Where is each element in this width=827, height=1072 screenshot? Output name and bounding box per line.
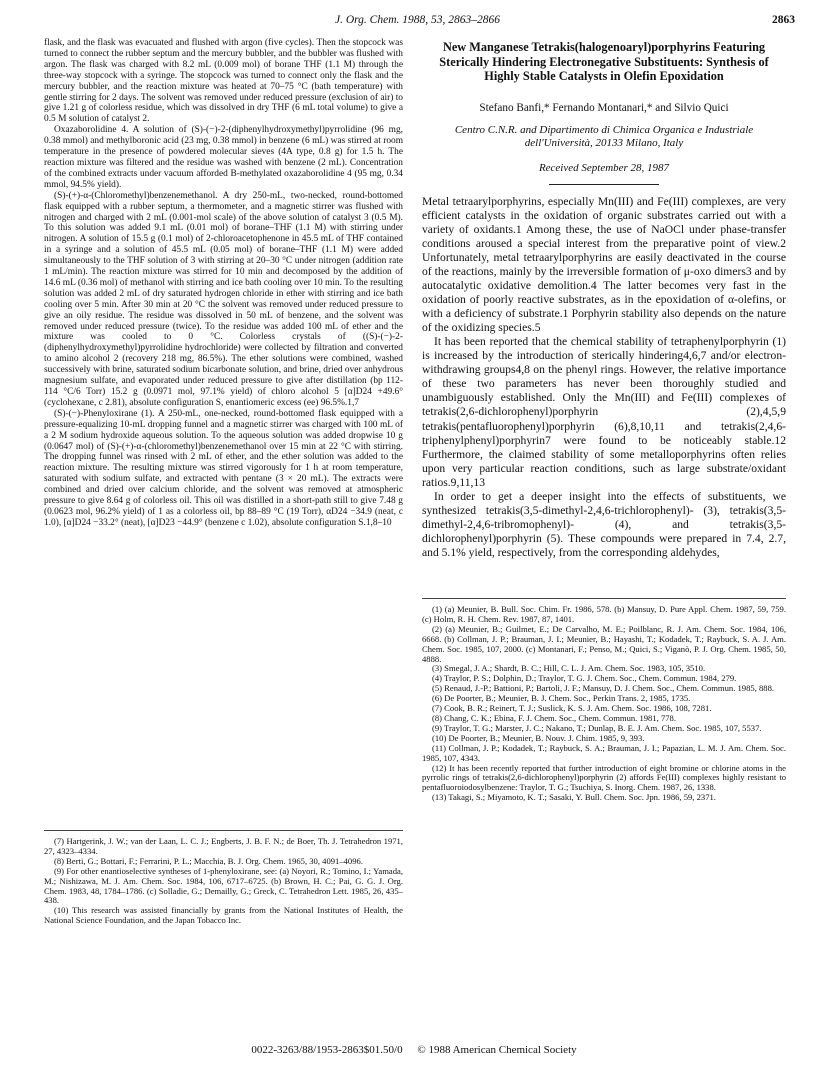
experimental-paragraph: (S)-(+)-α-(Chloromethyl)benzenemethanol. A dry 250-mL, two-necked, round-bottomed flask equipped with a rubber septum, a thermometer, and a magnetic stirrer was flushed with nitrogen and charged with 2 mL (0.001-mol scale) of the above solution of catalyst 3 (0.5 M). To this solution was added 9.1 mL (0.01 mol) of borane–THF (1.1 M) with stirring under nitrogen. A solution of 15.5 g (0.1 mol) of 2-chloroacetophenone in 45.5 mL of THF contained in a syringe and a solution of 45.5 mL (0.05 mol) of borane–THF (1.1 M) were added simultaneously to the THF solution of 3 with stirring at 20–30 °C under nitrogen (addition rate 1 mL/min). The reaction mixture was stirred for 10 min and decomposed by the addition of 14.6 mL (0.36 mol) of methanol with stirring and ice bath cooling over 10 min. To the resulting solution was added 2 mL of dry saturated hydrogen chloride in ether with stirring and ice bath cooling over 5 min. After 30 min at 20 °C the solvent was removed under reduced pressure to give an oily residue. The residue was dissolved in 50 mL of benzene, and the solvent was removed under reduced pressure (twice). To the residue was added 100 mL of ether and the mixture was cooled to 0 °C. Colorless crystals of ((S)-(−)-2-(diphenylhydroxymethyl)pyrrolidine hydrochloride) were collected by filtration and converted to amino alcohol 2 (recovery 218 mg, 86.5%). The ether solutions were combined, washed successively with brine, saturated sodium bicarbonate solution, and brine, dried over anhydrous magnesium sulfate, and evaporated under reduced pressure to give after distillation (bp 112-114 °C/6 Torr) 15.2 g (0.0971 mol, 97.1% yield) of chloro alcohol 5 [α]D24 +49.6° (cyclohexane, c 2.81), absolute configuration S, enantiomeric excess (ee) 96.5%.1,7 bbox=[44, 190, 403, 408]
experimental-paragraph: Oxazaborolidine 4. A solution of (S)-(−)-2-(diphenylhydroxymethyl)pyrrolidine (96 mg, 0.38 mmol) and methylboronic acid (23 mg, 0.38 mmol) in benzene (6 mL) was stirred at room temperature in the presence of powdered molecular sieves (4A type, 0.8 g) for 1.5 h. The reaction mixture was filtered and the residue was washed with benzene (2 mL). Concentration of the combined extracts under vacuum afforded B-methylated oxazaborolidine 4 (95 mg, 0.34 mmol, 94.5% yield). bbox=[44, 125, 403, 190]
article-body bbox=[422, 195, 786, 560]
copyright-notice: © 1988 American Chemical Society bbox=[417, 1044, 577, 1056]
body-paragraph: It has been reported that the chemical stability of tetraphenylporphyrin (1) is increased by the introduction of sterically hindering4,6,7 and/or electron-withdrawing groups4,8 on the phenyl rings. However, the relative importance of these two parameters has never been thoroughly studied and unambiguously established. Only the Mn(III) and Fe(III) complexes of tetrakis(2,6-dichlorophenyl)porphyrin (2),4,5,9 tetrakis(pentafluorophenyl)porphyrin (6),8,10,11 and tetrakis(2,4,6-triphenylphenyl)porphyrin7 were found to be noticeably stable.12 Furthermore, the claimed stability of some metalloporphyrins often relies upon very particular reaction conditions, such as large substrate/oxidant ratios.9,11,13 bbox=[422, 335, 786, 489]
page-footer bbox=[44, 1044, 784, 1056]
reference-item: (9) Traylor, T. G.; Marster, J. C.; Nakano, T.; Dunlap, B. E. J. Am. Chem. Soc. 1985, 107, 5537. bbox=[432, 722, 762, 733]
experimental-paragraph: (S)-(−)-Phenyloxirane (1). A 250-mL, one-necked, round-bottomed flask equipped with a pressure-equalizing 10-mL dropping funnel and a magnetic stirrer was charged with 100 mL of a 2 M sodium hydroxide aqueous solution. To the aqueous solution was added dropwise 10 g (0.0647 mol) of (S)-(+)-α-(chloromethyl)benzenemethanol over 15 min at 22 °C with stirring. The dropping funnel was rinsed with 2 mL of ether, and the ether solution was added to the reaction mixture. The resulting mixture was stirred vigorously for 1 h at room temperature, saturated with sodium sulfate, and extracted with pentane (3 × 20 mL). The extracts were combined and dried over calcium chloride, and the solvent was removed at atmospheric pressure to give 8.64 g of colorless oil. This oil was distilled in a short-path still to give 7.48 g (0.0623 mol, 96.2% yield) of 1 as a colorless oil, bp 88–89 °C (19 Torr), αD24 −34.9 (neat, c 1.0), [α]D24 −33.2° (neat), [α]D23 −44.9° (benzene c 1.02), absolute configuration S.1,8–10 bbox=[44, 408, 403, 528]
footnote: (9) For other enantioselective syntheses of 1-phenyloxirane, see: (a) Noyori, R.; Tomino, I.; Yamada, M.; Nishizawa, M. J. Am. Chem. Soc. 1984, 106, 6717–6725. (b) Brown, H. C.; Pai, G. G. J. Org. Chem. 1983, 48, 1784–1786. (c) Solladie, G.; Demailly, G.; Greck, C. Tetrahedron Lett. 1985, 26, 435–438. bbox=[44, 865, 403, 906]
reference-item: (13) Takagi, S.; Miyamoto, K. T.; Sasaki, Y. Bull. Chem. Soc. Jpn. 1986, 59, 2371. bbox=[432, 792, 716, 803]
reference-item: (5) Renaud, J.-P.; Battioni, P.; Bartoli, J. F.; Mansuy, D. J. Chem. Soc., Chem. Commun. 1985, 888. bbox=[432, 683, 775, 694]
reference-item: (2) (a) Meunier, B.; Guilmet, E.; De Carvalho, M. E.; Poilblanc, R. J. Am. Chem. Soc. 1984, 106, 6668. (b) Collman, J. P.; Brauman, J. I.; Meunier, B.; Hayashi, T.; Kodadek, T.; Raybuck, S. A. J. Am. Chem. Soc. 1985, 107, 2000. (c) Montanari, F.; Penso, M.; Quici, S.; Viganò, P. J. Org. Chem. 1985, 50, 4888. bbox=[422, 623, 786, 664]
article-title: New Manganese Tetrakis(halogenoaryl)porphyrins Featuring Sterically Hindering Electronegative Substituents: Synthesis of Highly Stable Catalysts in Olefin Epoxidation bbox=[439, 40, 769, 84]
reference-item: (10) De Poorter, B.; Meunier, B. Nouv. J. Chim. 1985, 9, 393. bbox=[432, 732, 645, 743]
reference-item: (11) Collman, J. P.; Kodadek, T.; Raybuck, S. A.; Brauman, J. I.; Papazian, L. M. J. Am. Chem. Soc. 1985, 107, 4343. bbox=[422, 742, 786, 763]
reference-item: (1) (a) Meunier, B. Bull. Soc. Chim. Fr. 1986, 578. (b) Mansuy, D. Pure Appl. Chem. 1987, 59, 759. (c) Holm, R. H. Chem. Rev. 1987, 87, 1401. bbox=[422, 604, 786, 624]
received-date: Received September 28, 1987 bbox=[538, 161, 670, 174]
article-authors: Stefano Banfi,* Fernando Montanari,* and Silvio Quici bbox=[479, 101, 729, 114]
journal-citation: J. Org. Chem. 1988, 53, 2863–2866 bbox=[334, 14, 501, 26]
references-list bbox=[422, 598, 786, 803]
body-paragraph: Metal tetraarylporphyrins, especially Mn(III) and Fe(III) complexes, are very efficient catalysts in the oxidation of organic substrates carried out with a variety of oxidants.1 Among these, the use of NaOCl under phase-transfer conditions aroused a special interest from the preparative point of view.2 Unfortunately, metal tetraarylporphyrins are easily deactivated in the course of the reactions, mainly by the irreversible formation of μ-oxo dimers3 and by autocatalytic oxidative demolition.4 The latter becomes very fast in the oxidation of poorly reactive substrates, as in the epoxidation of α-olefins, or with a deficiency of substrate.1 Porphyrin stability also depends on the nature of the oxidizing species.5 bbox=[422, 194, 786, 335]
title-divider bbox=[549, 184, 659, 185]
footnote: (10) This research was assisted financially by grants from the National Institutes of Health, the National Science Foundation, and the Japan Tobacco Inc. bbox=[44, 905, 403, 926]
body-paragraph: In order to get a deeper insight into the effects of substituents, we synthesized tetrakis(3,5-dimethyl-2,4,6-trichlorophenyl)- (3), tetrakis(3,5-dimethyl-2,4,6-tribromophenyl)- (4), and tetrakis(3,5-dichlorophenyl)porphyrin (5). These compounds were prepared in 7.4, 2.7, and 5.1% yield, respectively, from the corresponding aldehydes, bbox=[422, 489, 786, 559]
reference-item: (7) Cook, B. R.; Reinert, T. J.; Suslick, K. S. J. Am. Chem. Soc. 1986, 108, 7281. bbox=[432, 703, 712, 714]
left-footnotes bbox=[44, 830, 403, 926]
page-number: 2863 bbox=[772, 14, 795, 26]
running-header bbox=[40, 14, 795, 32]
reference-item: (8) Chang, C. K.; Ebina, F. J. Chem. Soc., Chem. Commun. 1981, 778. bbox=[432, 712, 676, 723]
right-column bbox=[422, 38, 786, 560]
left-column bbox=[44, 38, 403, 529]
experimental-paragraph: flask, and the flask was evacuated and flushed with argon (five cycles). Then the stopcock was turned to connect the rubber septum and the mercury bubbler, and the bubbler was flushed with argon. The flask was charged with 8.2 mL (0.009 mol) of borane THF (1.1 M) through the three-way stopcock with a syringe. The stopcock was turned to connect only the flask and the mercury bubbler, and the reaction mixture was heated at 70–75 °C (bath temperature) with gentle stirring for 2 days. The solvent was removed under reduced pressure (exclusion of air) to give 1.21 g of colorless residue, which was dissolved in dry THF (6 mL total volume) to give a 0.5 M solution of catalyst 2. bbox=[44, 38, 403, 125]
footnote: (8) Berti, G.; Bottari, F.; Ferrarini, P. L.; Macchia, B. J. Org. Chem. 1965, 30, 4091–4096. bbox=[54, 855, 363, 866]
publication-code: 0022-3263/88/1953-2863$01.50/0 bbox=[251, 1044, 403, 1056]
footnote: (7) Hartgerink, J. W.; van der Laan, L. C. J.; Engberts, J. B. F. N.; de Boer, Th. J. Tetrahedron 1971, 27, 4323–4334. bbox=[44, 836, 403, 856]
reference-item: (12) It has been recently reported that further introduction of eight bromine or chlorine atoms in the pyrrolic rings of tetrakis(2,6-dichlorophenyl)porphyrin (2) affords Fe(III) complexes highly resistant to pentafluoroiodosylbenzene: Traylor, T. G.; Tsuchiya, S. Inorg. Chem. 1987, 26, 1338. bbox=[422, 762, 786, 793]
reference-item: (3) Smegal, J. A.; Shardt, B. C.; Hill, C. L. J. Am. Chem. Soc. 1983, 105, 3510. bbox=[432, 663, 706, 674]
reference-item: (6) De Poorter, B.; Meunier, B. J. Chem. Soc., Perkin Trans. 2, 1985, 1735. bbox=[432, 693, 691, 704]
reference-item: (4) Traylor, P. S.; Dolphin, D.; Traylor, T. G. J. Chem. Soc., Chem. Commun. 1984, 279. bbox=[432, 673, 737, 684]
article-affiliation: Centro C.N.R. and Dipartimento di Chimica Organica e Industriale dell'Università, 20133 Milano, Italy bbox=[454, 123, 754, 149]
